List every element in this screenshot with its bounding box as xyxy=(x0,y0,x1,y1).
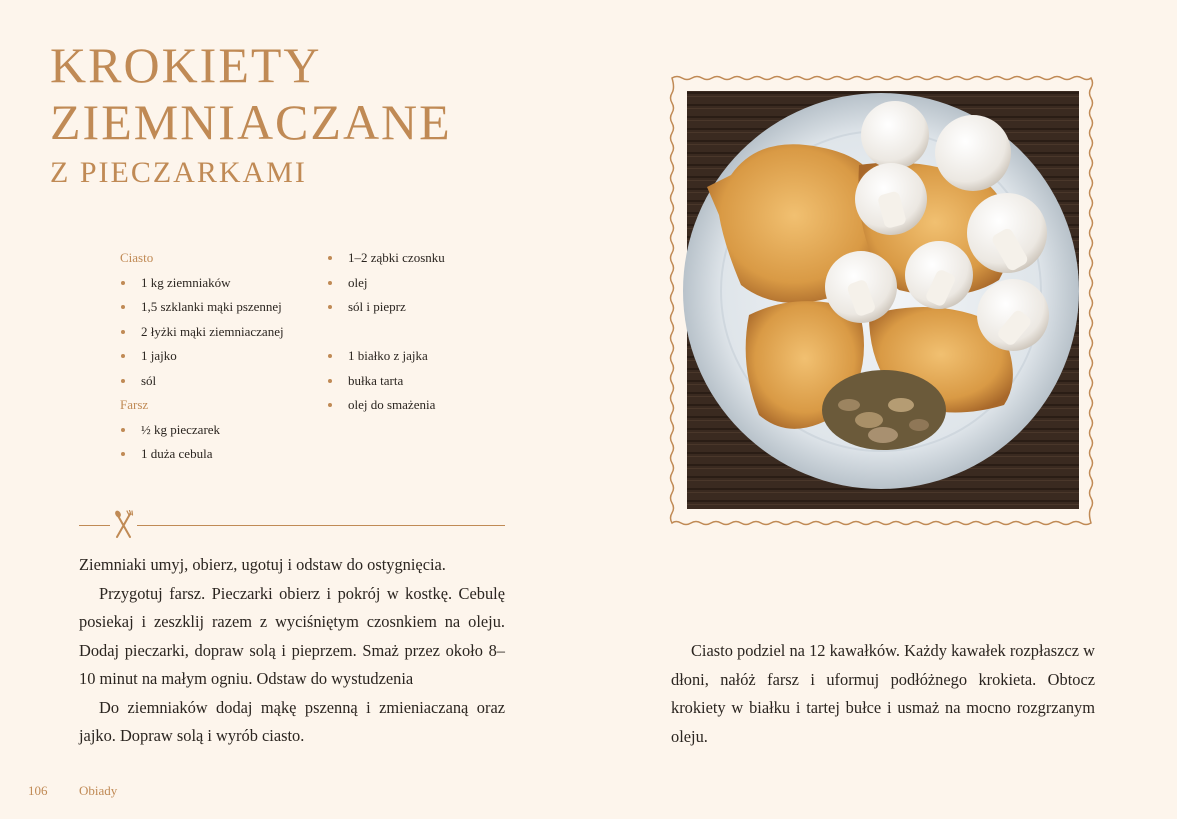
bullet-icon xyxy=(328,379,332,383)
divider-line-left xyxy=(79,525,110,526)
instruction-paragraph: Przygotuj farsz. Pieczarki obierz i pokrój w kostkę. Cebulę posiekaj i zeszklij razem z wyciśniętym czosnkiem na oleju. Dodaj pieczarki, dopraw solą i pieprzem. Smaż przez około 8–10 minut na małym ogniu. Odstaw do wystudzenia xyxy=(79,583,505,688)
ingredient-item xyxy=(327,371,445,396)
bullet-icon xyxy=(328,354,332,358)
ingredient-text: 2 łyżki mąki ziemniaczanej xyxy=(141,323,284,339)
recipe-title xyxy=(50,37,452,189)
ingredient-item xyxy=(120,273,284,298)
instruction-paragraph: Ciasto podziel na 12 kawałków. Każdy kawałek rozpłaszcz w dłoni, nałóż farsz i uformuj podłóżnego krokieta. Obtocz krokiety w białku i tartej bułce i usmaż na mocno rozgrzanym oleju. xyxy=(671,641,1095,746)
bullet-icon xyxy=(121,281,125,285)
bullet-icon xyxy=(328,256,332,260)
fork-and-spoon-icon xyxy=(110,510,137,540)
ingredient-spacer xyxy=(327,322,445,347)
ingredient-text: ½ kg pieczarek xyxy=(141,421,221,437)
divider-line-right xyxy=(137,525,505,526)
ingredient-item xyxy=(120,346,284,371)
ingredient-text: sól i pieprz xyxy=(348,299,406,314)
recipe-photo xyxy=(669,75,1094,526)
title-subtitle: Z PIECZARKAMI xyxy=(50,156,307,189)
instructions-right xyxy=(671,637,1095,751)
bullet-icon xyxy=(121,452,125,456)
bullet-icon xyxy=(328,403,332,407)
ingredient-group-heading: Ciasto xyxy=(120,250,154,265)
ingredient-item xyxy=(120,444,284,469)
bullet-icon xyxy=(328,281,332,285)
ingredient-item xyxy=(120,322,284,347)
ingredient-item xyxy=(120,420,284,445)
ingredient-text: 1 jajko xyxy=(141,348,177,363)
ingredients-list-left xyxy=(120,248,284,469)
ingredient-text: sól xyxy=(141,372,157,388)
ingredient-text: 1–2 ząbki czosnku xyxy=(348,250,445,265)
ingredient-text: olej xyxy=(348,274,368,290)
bullet-icon xyxy=(121,379,125,383)
ingredient-text: 1 kg ziemniaków xyxy=(141,274,231,290)
ingredient-text: bułka tarta xyxy=(348,372,404,388)
instruction-paragraph: Do ziemniaków dodaj mąkę pszenną i zmieniaczaną oraz jajko. Dopraw solą i wyrób ciasto. xyxy=(79,697,505,745)
ingredient-item xyxy=(120,371,284,396)
ingredient-item xyxy=(327,395,445,420)
ingredient-text: olej do smażenia xyxy=(348,397,436,412)
bullet-icon xyxy=(328,305,332,309)
instructions-left xyxy=(79,551,505,751)
ingredient-text: 1,5 szklanki mąki pszennej xyxy=(141,299,282,314)
bullet-icon xyxy=(121,305,125,309)
ingredient-text: 1 białko z jajka xyxy=(348,348,428,363)
instruction-paragraph: Ziemniaki umyj, obierz, ugotuj i odstaw do ostygnięcia. xyxy=(79,555,446,574)
title-line-2: ZIEMNIACZANE xyxy=(50,94,452,150)
croquettes-photo-illustration xyxy=(669,75,1094,526)
ingredient-group-heading: Farsz xyxy=(120,397,149,412)
page-number: 106 xyxy=(28,783,48,798)
ingredient-item xyxy=(327,273,445,298)
ingredient-item xyxy=(120,297,284,322)
bullet-icon xyxy=(121,428,125,432)
section-name: Obiady xyxy=(79,783,118,798)
bullet-icon xyxy=(121,330,125,334)
ingredient-item xyxy=(327,346,445,371)
bullet-icon xyxy=(121,354,125,358)
title-line-1: KROKIETY xyxy=(50,37,322,93)
ingredient-item xyxy=(327,297,445,322)
ingredient-item xyxy=(327,248,445,273)
ingredients-list-right xyxy=(327,248,445,420)
section-divider xyxy=(79,510,505,540)
ingredient-text: 1 duża cebula xyxy=(141,446,213,461)
